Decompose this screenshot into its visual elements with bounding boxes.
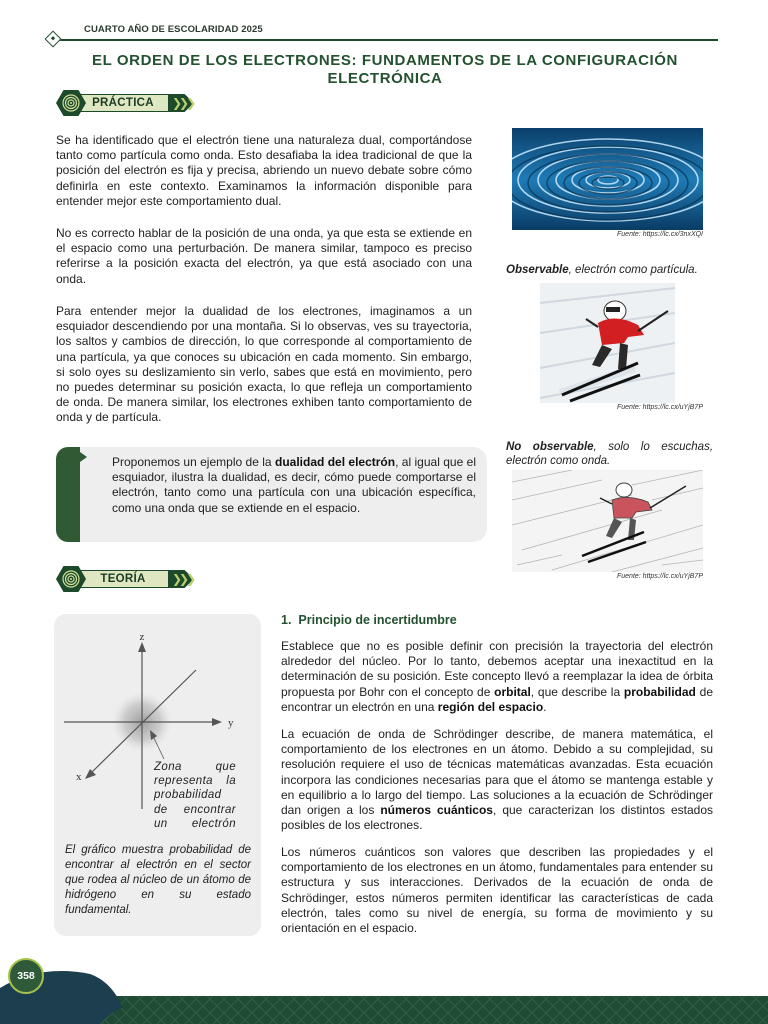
teoria-p1-orbital: orbital bbox=[494, 684, 531, 699]
activity-tab-label: Actividad bbox=[23, 464, 37, 524]
page-title-line-1: EL ORDEN DE LOS ELECTRONES: FUNDAMENTOS DE LA CONFIGURACIÓN bbox=[92, 52, 678, 69]
page-title bbox=[60, 52, 710, 88]
practica-banner bbox=[56, 90, 200, 116]
teoria-paragraph-1 bbox=[281, 639, 713, 715]
teoria-banner-label: TEORÍA bbox=[78, 571, 168, 587]
activity-tab bbox=[56, 447, 80, 542]
teoria-paragraph-2 bbox=[281, 727, 713, 833]
activity-text-a: Proponemos un ejemplo de la bbox=[112, 455, 275, 469]
teoria-p2-a: La ecuación de onda de Schrödinger describe, de manera matemática, el comportamiento de los electrones en un átomo. Debido a su complejidad, su resolución requiere el uso de técnicas matemáticas avanzadas. Esta ecuación incorpora las condiciones necesarias para que el átomo se mantenga estable y en equilibrio a lo largo del tiempo. Las soluciones a la ecuación de Schrödinger dan origen a los bbox=[281, 727, 713, 818]
teoria-p1-e: . bbox=[543, 699, 547, 714]
chevrons-icon: ❯❯❯ bbox=[172, 96, 194, 110]
activity-arrow-icon bbox=[80, 452, 87, 462]
skier-visible-image bbox=[540, 283, 675, 403]
zone-label bbox=[154, 760, 236, 831]
water-image-source: Fuente: https://lc.cx/3nxXQI bbox=[617, 231, 703, 238]
section-heading-number: 1. bbox=[281, 613, 292, 627]
skier-sketch-source: Fuente: https://lc.cx/uYjB7P bbox=[617, 573, 703, 580]
skier-sketch-image bbox=[512, 470, 703, 572]
teoria-p1-probabilidad: probabilidad bbox=[623, 684, 696, 699]
teoria-p2-c: , que caracterizan los distintos estados posibles de los electrones. bbox=[281, 803, 714, 833]
spiral-icon bbox=[56, 90, 86, 116]
axis-label-x: x bbox=[76, 771, 82, 783]
activity-text bbox=[112, 455, 476, 516]
zone-label-line-2: representa la bbox=[154, 775, 236, 788]
practica-paragraph-3: Para entender mejor la dualidad de los electrones, imaginamos a un esquiador descendiendo por una montaña. Si lo observas, ves su trayectoria, los saltos y cambios de dirección, lo que corresponde al comportamiento de una partícula, ya que conoces su ubicación en cada momento. Sin embargo, si solo oyes su deslizamiento sin verlo, sabes que está en movimiento, pero no puedes determinar su posición exacta, lo que refleja un comportamiento de onda. De manera similar, los electrones exhiben tanto comportamiento de onda y de partícula. bbox=[56, 304, 472, 425]
practica-paragraph-1: Se ha identificado que el electrón tiene una naturaleza dual, comportándose tanto como partícula como onda. Esto desafiaba la idea tradicional de que la posición del electrón es fija y precisa, abriendo un nuevo debate sobre cómo definirla en este contexto. Examinamos la información disponible para entender mejor este comportamiento dual. bbox=[56, 133, 472, 208]
activity-text-bold: dualidad del electrón bbox=[274, 455, 396, 469]
teoria-banner bbox=[56, 566, 200, 592]
teoria-paragraph-3: Los números cuánticos son valores que describen las propiedades y el comportamiento de los electrones en un átomo, fundamentales para entender su estructura y sus interacciones. Derivados de la ecuación de onda de Schrödinger, estos números permiten identificar las características de cada electrón, tales como su nivel de energía, su forma de movimiento y su orientación en el espacio. bbox=[281, 845, 713, 936]
axis-label-y: y bbox=[228, 717, 234, 729]
teoria-p1-c: , que describe la bbox=[530, 684, 624, 699]
footer-band bbox=[0, 950, 768, 1024]
section-heading-title: Principio de incertidumbre bbox=[298, 613, 457, 627]
zone-label-line-3: probabilidad bbox=[154, 789, 222, 802]
chevrons-icon: ❯❯❯ bbox=[172, 572, 194, 586]
practica-banner-label: PRÁCTICA bbox=[78, 95, 168, 111]
skier-visible-source: Fuente: https://lc.cx/uYjB7P bbox=[617, 404, 703, 411]
running-title: CUARTO AÑO DE ESCOLARIDAD 2025 bbox=[84, 24, 263, 35]
page-title-line-2: ELECTRÓNICA bbox=[327, 70, 443, 87]
teoria-p1-region: región del espacio bbox=[437, 699, 544, 714]
zone-label-line-5: un electrón bbox=[154, 817, 236, 830]
water-ripples-image bbox=[512, 128, 703, 230]
zone-label-line-1: Zona que bbox=[154, 761, 236, 773]
not-observable-caption-rest: , solo lo escuchas, electrón como onda. bbox=[506, 441, 714, 467]
header-rule bbox=[56, 39, 718, 41]
section-heading bbox=[281, 613, 457, 627]
not-observable-caption-bold: No observable bbox=[506, 441, 594, 453]
teoria-p1-d: de encontrar un electrón en una bbox=[281, 684, 713, 714]
observable-caption-rest: , electrón como partícula. bbox=[568, 264, 698, 276]
teoria-p1-a: Establece que no es posible definir con precisión la trayectoria del electrón alrededor del núcleo. Por lo tanto, debemos aceptar una inexactitud en la determinación de su posición. Este concepto llevó a reemplazar la idea de órbita propuesta por Bohr con el concepto de bbox=[281, 639, 713, 699]
observable-caption-bold: Observable bbox=[506, 264, 569, 276]
not-observable-caption bbox=[506, 440, 713, 468]
graph-caption: El gráfico muestra probabilidad de encontrar al electrón en el sector que rodea al núcleo de un átomo de hidrógeno en su estado fundamental. bbox=[65, 844, 251, 916]
spiral-icon bbox=[56, 566, 86, 592]
axis-label-z: z bbox=[139, 631, 145, 643]
teoria-p2-numeros: números cuánticos bbox=[380, 803, 493, 818]
practica-paragraph-2: No es correcto hablar de la posición de una onda, ya que esta se extiende en el espacio como una perturbación. De manera similar, tampoco es preciso referirse a la posición exacta del electrón, ya que está asociado con una onda. bbox=[56, 226, 472, 286]
zone-label-line-4: de encontrar bbox=[154, 803, 236, 816]
activity-text-b: , al igual que el esquiador, ilustra la dualidad, es decir, cómo puede comportarse el electrón, tanto como una partícula con una ubicación específica, como una onda que se extiende en el espacio. bbox=[112, 455, 476, 515]
page-number: 358 bbox=[8, 958, 44, 994]
observable-caption bbox=[506, 263, 716, 277]
